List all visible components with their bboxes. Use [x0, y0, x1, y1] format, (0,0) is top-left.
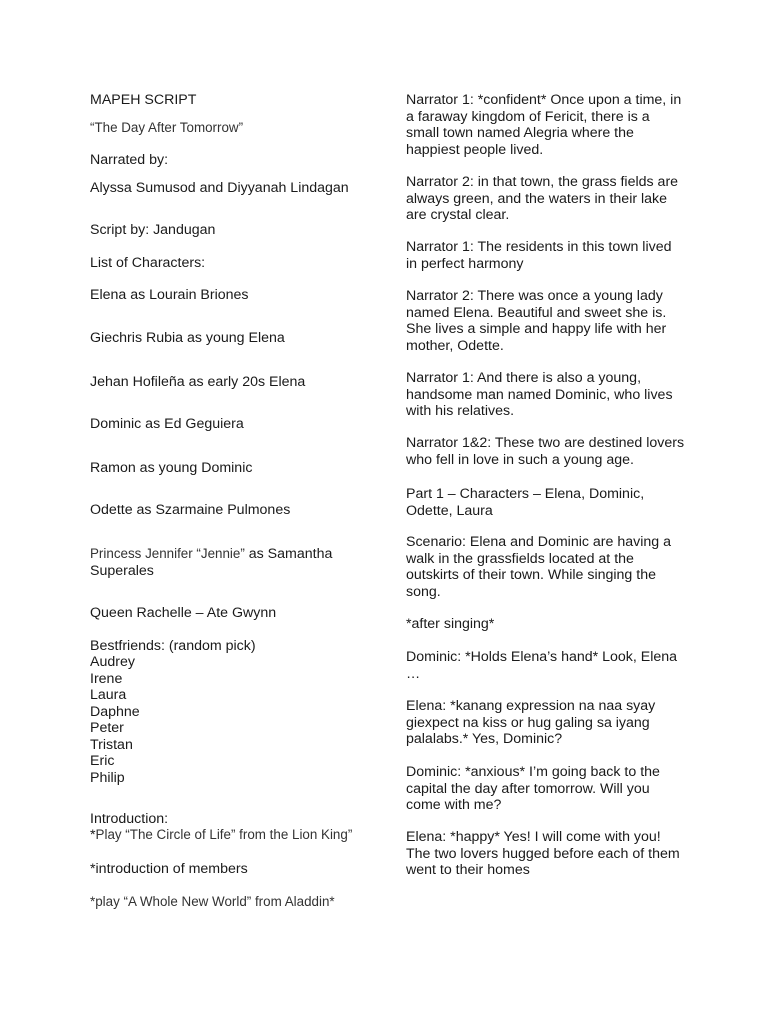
character-item: Ramon as young Dominic: [90, 460, 253, 476]
script-line: in perfect harmony: [406, 255, 524, 272]
intro-play-text: Play “The Circle of Life” from the Lion King”: [95, 827, 353, 842]
narrators-names: Alyssa Sumusod and Diyyanah Lindagan: [90, 180, 349, 196]
bestfriends-label: Bestfriends: (random pick): [90, 638, 256, 654]
script-line: Scenario: Elena and Dominic are having a: [406, 534, 671, 550]
script-paragraph: [406, 829, 680, 879]
play-title: “The Day After Tomorrow”: [90, 120, 244, 135]
character-item-princess: [90, 546, 332, 579]
script-line: Elena: *happy* Yes! I will come with you!: [406, 829, 661, 845]
script-paragraph: [406, 239, 671, 272]
script-line: Elena: *kanang expression na naa syay: [406, 698, 656, 714]
list-item: Tristan: [90, 736, 133, 753]
script-paragraph: [406, 288, 666, 354]
character-item: Dominic as Ed Geguiera: [90, 416, 244, 432]
character-item: Queen Rachelle – Ate Gwynn: [90, 605, 277, 621]
script-line: come with me?: [406, 797, 502, 813]
list-item: Laura: [90, 687, 127, 703]
narrated-by-label: Narrated by:: [90, 152, 169, 168]
introduction-label: Introduction:: [90, 811, 169, 827]
script-line: always green, and the waters in their lake: [406, 190, 668, 207]
princess-actor-line2: Superales: [90, 562, 154, 579]
introduction-members: *introduction of members: [90, 861, 248, 877]
character-item: Elena as Lourain Briones: [90, 287, 249, 303]
script-line: who fell in love in such a young age.: [406, 451, 634, 468]
script-line: Odette, Laura: [406, 502, 493, 519]
script-line: went to their homes: [406, 862, 530, 878]
list-item: Peter: [90, 720, 124, 736]
list-item: Audrey: [90, 654, 135, 670]
script-line: palalabs.* Yes, Dominic?: [406, 731, 563, 747]
script-line: capital the day after tomorrow. Will you: [406, 780, 650, 797]
script-line: …: [406, 665, 421, 682]
characters-label: List of Characters:: [90, 255, 206, 271]
character-item: Giechris Rubia as young Elena: [90, 330, 285, 346]
list-item: Philip: [90, 769, 125, 786]
script-paragraph: [406, 698, 655, 748]
script-line: The two lovers hugged before each of them: [406, 845, 680, 862]
script-by: Script by: Jandugan: [90, 222, 216, 238]
script-line: happiest people lived.: [406, 141, 544, 158]
script-line: She lives a simple and happy life with her: [406, 321, 667, 337]
script-line: are crystal clear.: [406, 207, 510, 223]
list-item: Irene: [90, 670, 123, 687]
script-paragraph: [406, 435, 684, 468]
script-line: Dominic: *anxious* I’m going back to the: [406, 764, 660, 780]
script-line: Part 1 – Characters – Elena, Dominic,: [406, 486, 645, 502]
script-line: Narrator 2: in that town, the grass fields are: [406, 174, 679, 190]
princess-actor: as Samantha: [244, 546, 333, 562]
script-line: with his relatives.: [406, 403, 515, 419]
intro-star: *: [90, 827, 96, 843]
script-line: small town named Alegria where the: [406, 125, 634, 141]
script-line: *after singing*: [406, 616, 495, 632]
script-line: giexpect na kiss or hug galing sa iyang: [406, 714, 650, 731]
script-line: Narrator 2: There was once a young lady: [406, 288, 663, 304]
script-line: a faraway kingdom of Fericit, there is a: [406, 108, 650, 125]
aladdin-cue: *play “A Whole New World” from Aladdin*: [90, 894, 335, 909]
character-item: Odette as Szarmaine Pulmones: [90, 502, 291, 518]
character-item: Jehan Hofileña as early 20s Elena: [90, 374, 306, 390]
script-line: walk in the grassfields located at the: [406, 550, 634, 567]
script-paragraph: [406, 649, 677, 682]
script-paragraph: [406, 92, 681, 158]
script-paragraph: [406, 486, 644, 519]
script-paragraph: [406, 764, 660, 814]
script-line: Narrator 1&2: These two are destined lovers: [406, 435, 685, 451]
list-item: Eric: [90, 753, 115, 769]
script-line: named Elena. Beautiful and sweet she is.: [406, 304, 667, 321]
script-line: song.: [406, 583, 441, 600]
script-line: mother, Odette.: [406, 337, 504, 354]
script-paragraph: [406, 174, 678, 224]
bestfriends-list: [90, 654, 140, 786]
introduction-play: [90, 827, 352, 844]
princess-name: Princess Jennifer “Jennie”: [90, 546, 245, 561]
script-paragraph: [406, 616, 494, 633]
list-item: Daphne: [90, 703, 140, 720]
script-line: handsome man named Dominic, who lives: [406, 386, 673, 403]
script-paragraph: [406, 534, 671, 600]
document-title: MAPEH SCRIPT: [90, 92, 197, 108]
script-line: outskirts of their town. While singing the: [406, 567, 656, 583]
script-line: Dominic: *Holds Elena’s hand* Look, Elena: [406, 649, 678, 665]
script-line: Narrator 1: *confident* Once upon a time, in: [406, 92, 682, 108]
script-line: Narrator 1: The residents in this town lived: [406, 239, 672, 255]
script-line: Narrator 1: And there is also a young,: [406, 370, 642, 386]
script-paragraph: [406, 370, 673, 420]
